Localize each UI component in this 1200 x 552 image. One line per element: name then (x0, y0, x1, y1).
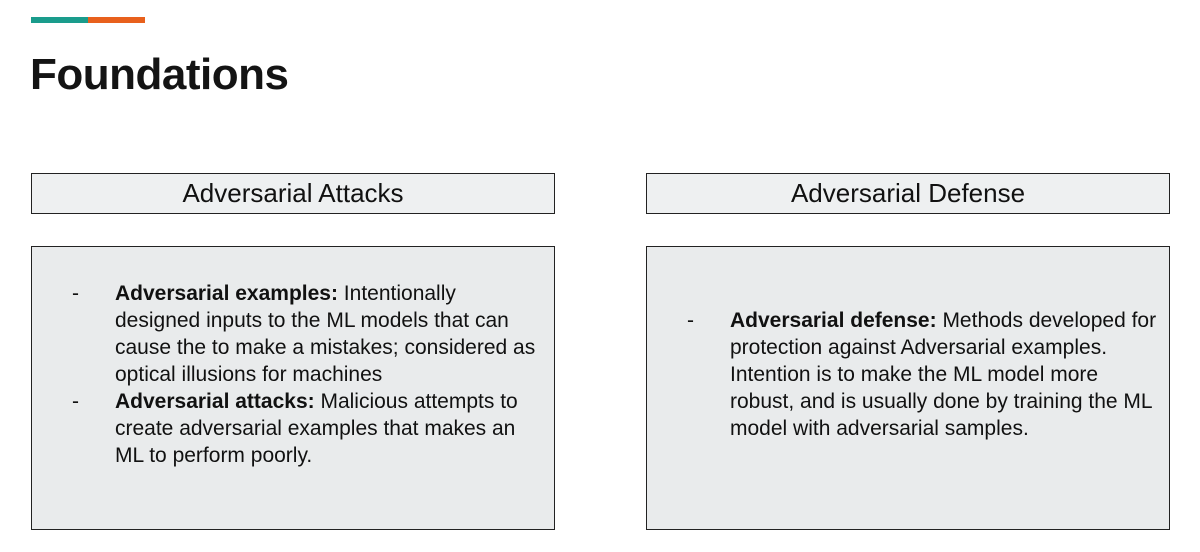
adversarial-attacks-header (31, 173, 555, 214)
slide-title: Foundations (30, 50, 289, 99)
term-label: Adversarial defense: (730, 309, 937, 332)
term-label: Adversarial examples: (115, 282, 338, 305)
adversarial-defense-list (647, 307, 1167, 442)
bullet-dash: - (72, 390, 79, 413)
adversarial-attacks-content (31, 246, 555, 530)
term-label: Adversarial attacks: (115, 390, 315, 413)
adversarial-attacks-list (32, 280, 552, 469)
term-description: Methods developed for protection against Adversarial examples. Intention is to make the ML model more robust, and is usually done by training the ML model with adversarial samples. (730, 309, 1157, 440)
term-description: Malicious attempts to create adversarial examples that makes an ML to perform poorly. (115, 390, 518, 467)
adversarial-defense-header (646, 173, 1170, 214)
bullet-dash: - (72, 282, 79, 305)
adversarial-attacks-header-label: Adversarial Attacks (182, 178, 404, 208)
bullet-dash: - (687, 309, 694, 332)
accent-bar-teal (31, 17, 88, 23)
term-description: Intentionally designed inputs to the ML models that can cause the to make a mistakes; considered as optical illusions for machines (115, 282, 536, 386)
list-item (647, 307, 1167, 442)
list-item (32, 388, 552, 469)
accent-bar-orange (88, 17, 145, 23)
adversarial-defense-header-label: Adversarial Defense (790, 178, 1026, 208)
adversarial-defense-content (646, 246, 1170, 530)
list-item (32, 280, 552, 388)
